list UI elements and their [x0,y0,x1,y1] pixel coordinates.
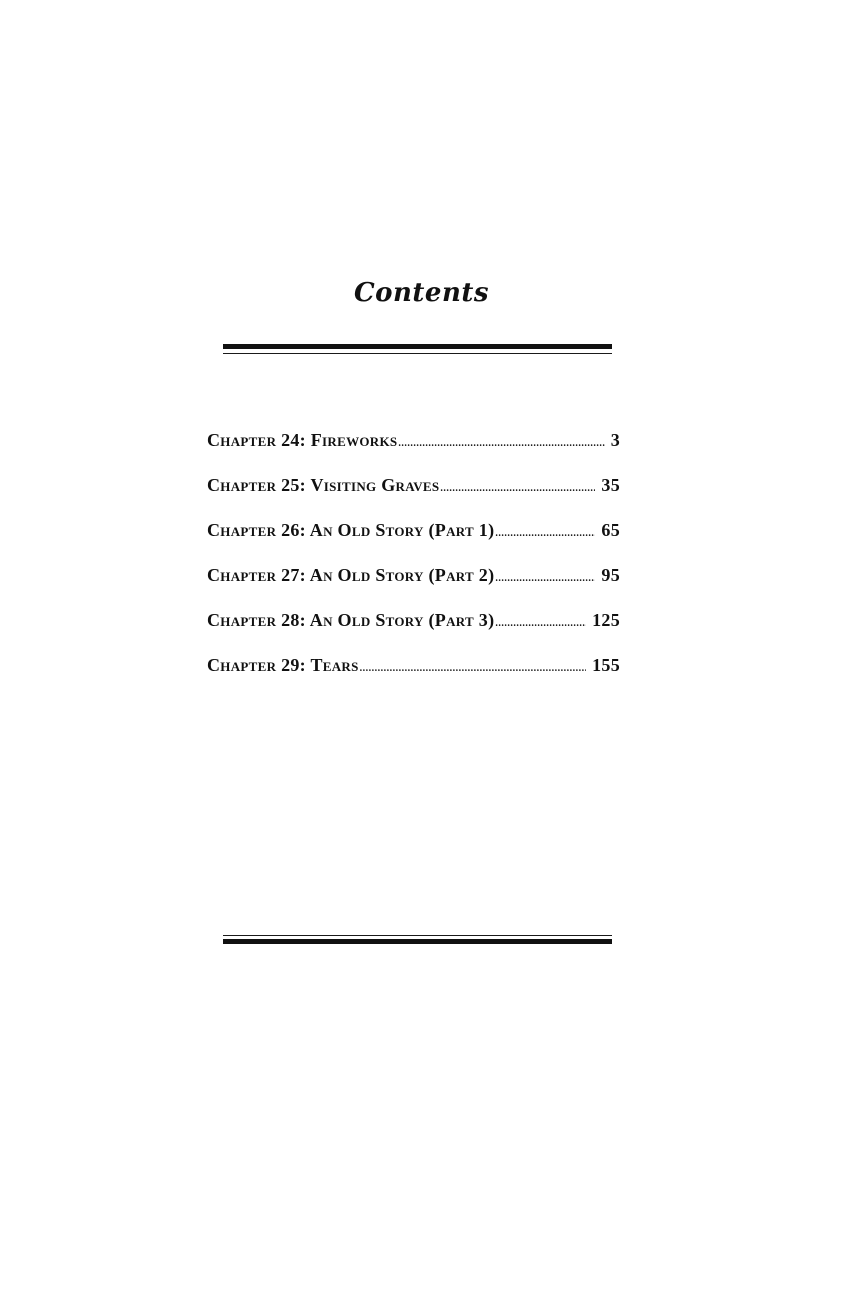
leader-dots [495,528,595,539]
toc-entry-page: 155 [592,655,620,675]
toc-entry-page: 125 [592,610,620,630]
table-of-contents [207,430,620,700]
page-title: Contents [353,278,490,308]
leader-dots [360,663,586,674]
top-divider [223,344,612,354]
toc-entry-chapter-25 [207,475,620,520]
toc-entry-chapter-29 [207,655,620,700]
toc-entry-label: Chapter 24: Fireworks [207,430,398,450]
toc-entry-chapter-28 [207,610,620,655]
leader-dots [495,573,595,584]
toc-entry-chapter-24 [207,430,620,475]
toc-entry-label: Chapter 28: An Old Story (Part 3) [207,610,495,630]
leader-dots [495,618,586,629]
toc-entry-chapter-26 [207,520,620,565]
leader-dots [440,483,595,494]
toc-entry-label: Chapter 27: An Old Story (Part 2) [207,565,495,585]
bottom-divider [223,935,612,944]
toc-entry-page: 65 [601,520,620,540]
toc-entry-page: 95 [601,565,620,585]
toc-entry-label: Chapter 26: An Old Story (Part 1) [207,520,495,540]
toc-entry-label: Chapter 25: Visiting Graves [207,475,440,495]
toc-entry-chapter-27 [207,565,620,610]
leader-dots [398,438,604,449]
toc-entry-page: 3 [610,430,620,450]
toc-entry-label: Chapter 29: Tears [207,655,359,675]
toc-entry-page: 35 [601,475,620,495]
